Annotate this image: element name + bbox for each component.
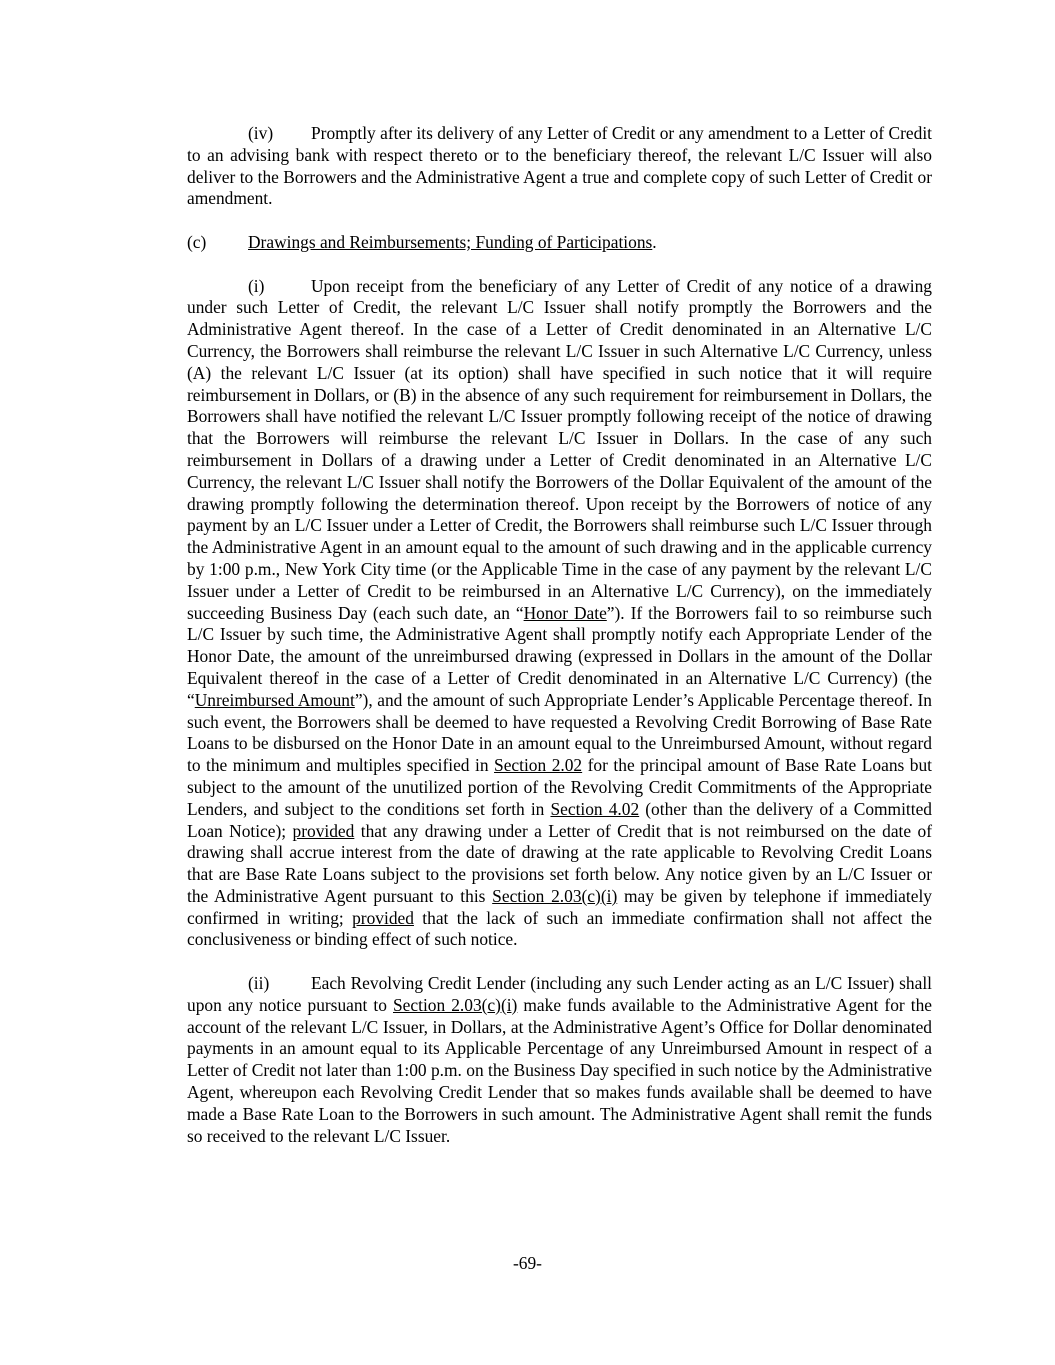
section-number: (c) (187, 231, 207, 252)
section-reference: Section 2.03(c)(i) (393, 994, 518, 1015)
section-c-heading (187, 232, 932, 254)
document-page (187, 123, 932, 1169)
paragraph-text: for the principal amount of Base Rate Loans but subject to the amount of the unutilized portion of the Revolving Credit Commitments of the Appropriate Lenders, and subject to the conditions set forth in (187, 755, 932, 819)
paragraph-i (187, 276, 932, 952)
paragraph-number: (ii) (248, 973, 270, 994)
section-reference: Section 2.02 (494, 755, 583, 776)
paragraph-text: Upon receipt from the beneficiary of any Letter of Credit of any notice of a drawing under such Letter of Credit, the relevant L/C Issuer shall notify promptly the Borrowers and the Administrative Agent thereof. In the case of a Letter of Credit denominated in an Alternative L/C Currency, the Borrowers shall reimburse the relevant L/C Issuer in such Alternative L/C Currency, unless (A) the relevant L/C Issuer (at its option) shall have specified in such notice that it will require reimbursement in Dollars, or (B) in the absence of any such requirement for reimbursement in Dollars, the Borrowers shall have notified the relevant L/C Issuer promptly following receipt of the notice of drawing that the Borrowers will reimburse the relevant L/C Issuer in Dollars. In the case of any such reimbursement in Dollars of a drawing under a Letter of Credit denominated in an Alternative L/C Currency, the relevant L/C Issuer shall notify the Borrowers of the Dollar Equivalent of the amount of the drawing promptly following the determination thereof. Upon receipt by the Borrowers of notice of any payment by an L/C Issuer under a Letter of Credit, the Borrowers shall reimburse such L/C Issuer through the Administrative Agent in an amount equal to the amount of such drawing and in the applicable currency by 1:00 p.m., New York City time (or the Applicable Time in the case of any payment by the relevant L/C Issuer under a Letter of Credit to be reimbursed in an Alternative L/C Currency), on the immediately succeeding Business Day (each such date, an “ (187, 275, 932, 623)
page-number: -69- (513, 1253, 542, 1273)
provided-term: provided (352, 907, 414, 928)
defined-term-unreimbursed-amount: Unreimbursed Amount (194, 689, 355, 710)
paragraph-text: ”), and the amount of such Appropriate Lender’s Applicable Percentage thereof. In such event, the Borrowers shall be deemed to have requested a Revolving Credit Borrowing of Base Rate Loans to be disbursed on the Honor Date in an amount equal to the Unreimbursed Amount, without regard to the minimum and multiples specified in (187, 689, 932, 776)
paragraph-iv (187, 123, 932, 210)
paragraph-text: may be given by telephone if immediately confirmed in writing; (187, 885, 932, 928)
section-reference: Section 4.02 (550, 798, 640, 819)
section-title-end: . (652, 231, 657, 252)
section-reference: Section 2.03(c)(i) (492, 885, 618, 906)
paragraph-text: Promptly after its delivery of any Letter of Credit or any amendment to a Letter of Credit to an advising bank with respect thereto or to the beneficiary thereof, the relevant L/C Issuer will also deliver to the Borrowers and the Administrative Agent a true and complete copy of such Letter of Credit or amendment. (187, 123, 932, 209)
paragraph-number: (iv) (248, 123, 274, 143)
paragraph-text: (other than the delivery of a Committed Loan Notice); (187, 798, 932, 841)
paragraph-text: make funds available to the Administrative Agent for the account of the relevant L/C Issuer, in Dollars, at the Administrative Agent’s Office for Dollar denominated payments in an amount equal to its Applicable Percentage of any Unreimbursed Amount in respect of a Letter of Credit not later than 1:00 p.m. on the Business Day specified in such notice by the Administrative Agent, whereupon each Revolving Credit Lender that so makes funds available shall be deemed to have made a Base Rate Loan to the Borrowers in such amount. The Administrative Agent shall remit the funds so received to the relevant L/C Issuer. (187, 994, 932, 1146)
paragraph-text: that the lack of such an immediate confirmation shall not affect the conclusiveness or binding effect of such notice. (187, 907, 932, 950)
paragraph-text: ”). If the Borrowers fail to so reimburse such L/C Issuer by such time, the Administrative Agent shall promptly notify each Appropriate Lender of the Honor Date, the amount of the unreimbursed drawing (expressed in Dollars in the amount of the Dollar Equivalent thereof in the case of a Letter of Credit denominated in an Alternative L/C Currency) (the “ (187, 602, 932, 710)
paragraph-text: that any drawing under a Letter of Credit that is not reimbursed on the date of drawing shall accrue interest from the date of drawing at the rate applicable to Revolving Credit Loans that are Base Rate Loans subject to the provisions set forth below. Any notice given by an L/C Issuer or the Administrative Agent pursuant to this (187, 820, 933, 906)
paragraph-text: Each Revolving Credit Lender (including any such Lender acting as an L/C Issuer) shall upon any notice pursuant to (187, 973, 932, 1015)
provided-term: provided (292, 820, 355, 841)
section-title: Drawings and Reimbursements; Funding of Participations (248, 231, 653, 252)
defined-term-honor-date: Honor Date (523, 602, 607, 623)
paragraph-ii (187, 973, 932, 1147)
paragraph-number: (i) (248, 275, 265, 296)
